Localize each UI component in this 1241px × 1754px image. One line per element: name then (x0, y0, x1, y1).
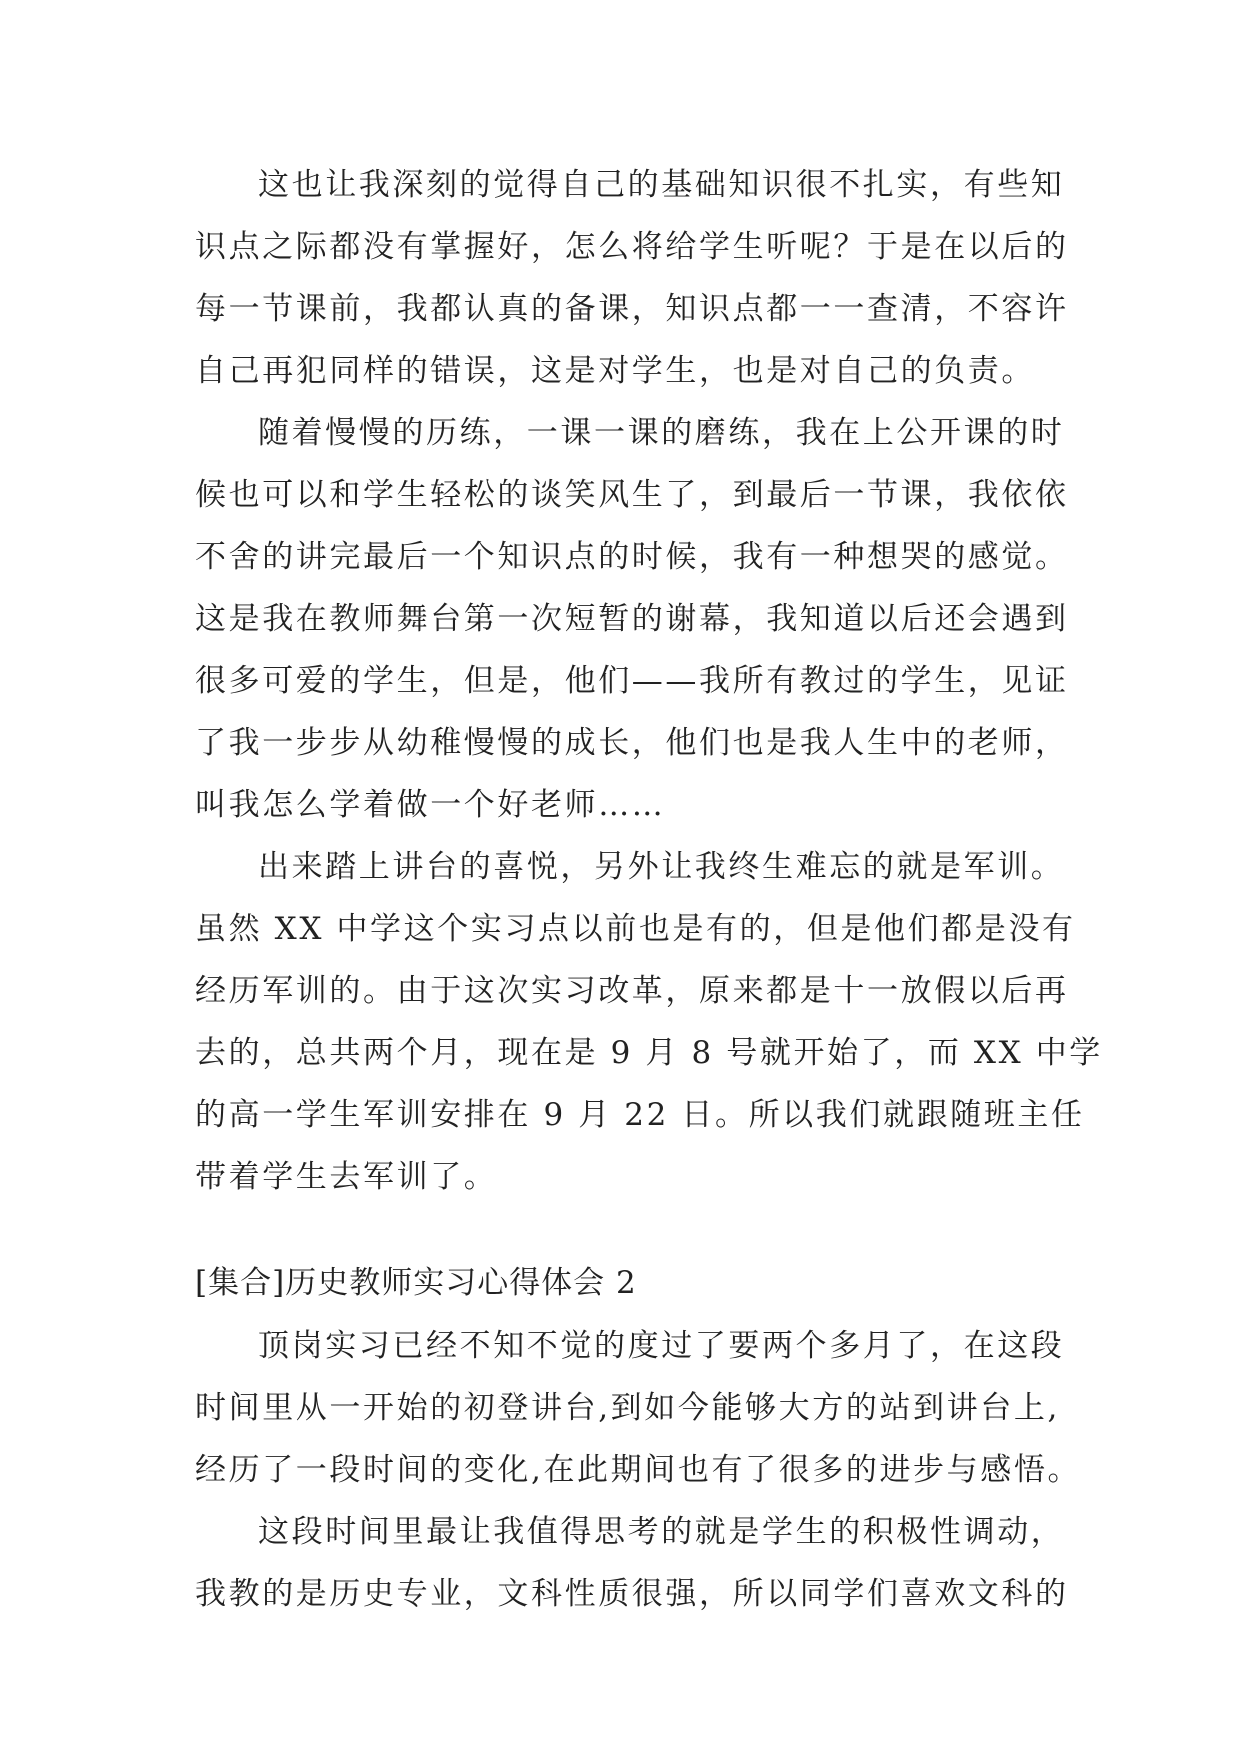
text-line: 了我一步步从幼稚慢慢的成长，他们也是我人生中的老师， (195, 725, 1069, 761)
section-heading: [集合]历史教师实习心得体会 2 (195, 1265, 637, 1301)
text-line: 出来踏上讲台的喜悦，另外让我终生难忘的就是军训。 (258, 849, 1065, 885)
text-line: 随着慢慢的历练，一课一课的磨练，我在上公开课的时 (258, 415, 1065, 451)
text-line: 自己再犯同样的错误，这是对学生，也是对自己的负责。 (195, 353, 1035, 389)
text-line: 经历了一段时间的变化,在此期间也有了很多的进步与感悟。 (195, 1452, 1082, 1488)
text-line: 带着学生去军训了。 (195, 1159, 498, 1195)
text-line: 这是我在教师舞台第一次短暂的谢幕，我知道以后还会遇到 (195, 601, 1069, 637)
text-line: 每一节课前，我都认真的备课，知识点都一一查清，不容许 (195, 291, 1069, 327)
text-line: 虽然 XX 中学这个实习点以前也是有的，但是他们都是没有 (195, 911, 1076, 947)
text-line: 我教的是历史专业，文科性质很强，所以同学们喜欢文科的 (195, 1576, 1069, 1612)
text-line: 识点之际都没有掌握好，怎么将给学生听呢？于是在以后的 (195, 229, 1069, 265)
text-line: 时间里从一开始的初登讲台,到如今能够大方的站到讲台上, (195, 1390, 1060, 1426)
text-line: 经历军训的。由于这次实习改革，原来都是十一放假以后再 (195, 973, 1069, 1009)
text-line: 很多可爱的学生，但是，他们——我所有教过的学生，见证 (195, 663, 1069, 699)
text-line: 叫我怎么学着做一个好老师…… (195, 787, 666, 823)
text-line: 不舍的讲完最后一个知识点的时候，我有一种想哭的感觉。 (195, 539, 1069, 575)
text-line: 这段时间里最让我值得思考的就是学生的积极性调动， (258, 1514, 1065, 1550)
text-line: 候也可以和学生轻松的谈笑风生了，到最后一节课，我依依 (195, 477, 1069, 513)
text-line: 去的，总共两个月，现在是 9 月 8 号就开始了，而 XX 中学 (195, 1035, 1103, 1071)
text-line: 这也让我深刻的觉得自己的基础知识很不扎实，有些知 (258, 167, 1065, 203)
text-line: 顶岗实习已经不知不觉的度过了要两个多月了，在这段 (258, 1328, 1065, 1364)
text-line: 的高一学生军训安排在 9 月 22 日。所以我们就跟随班主任 (195, 1097, 1085, 1133)
